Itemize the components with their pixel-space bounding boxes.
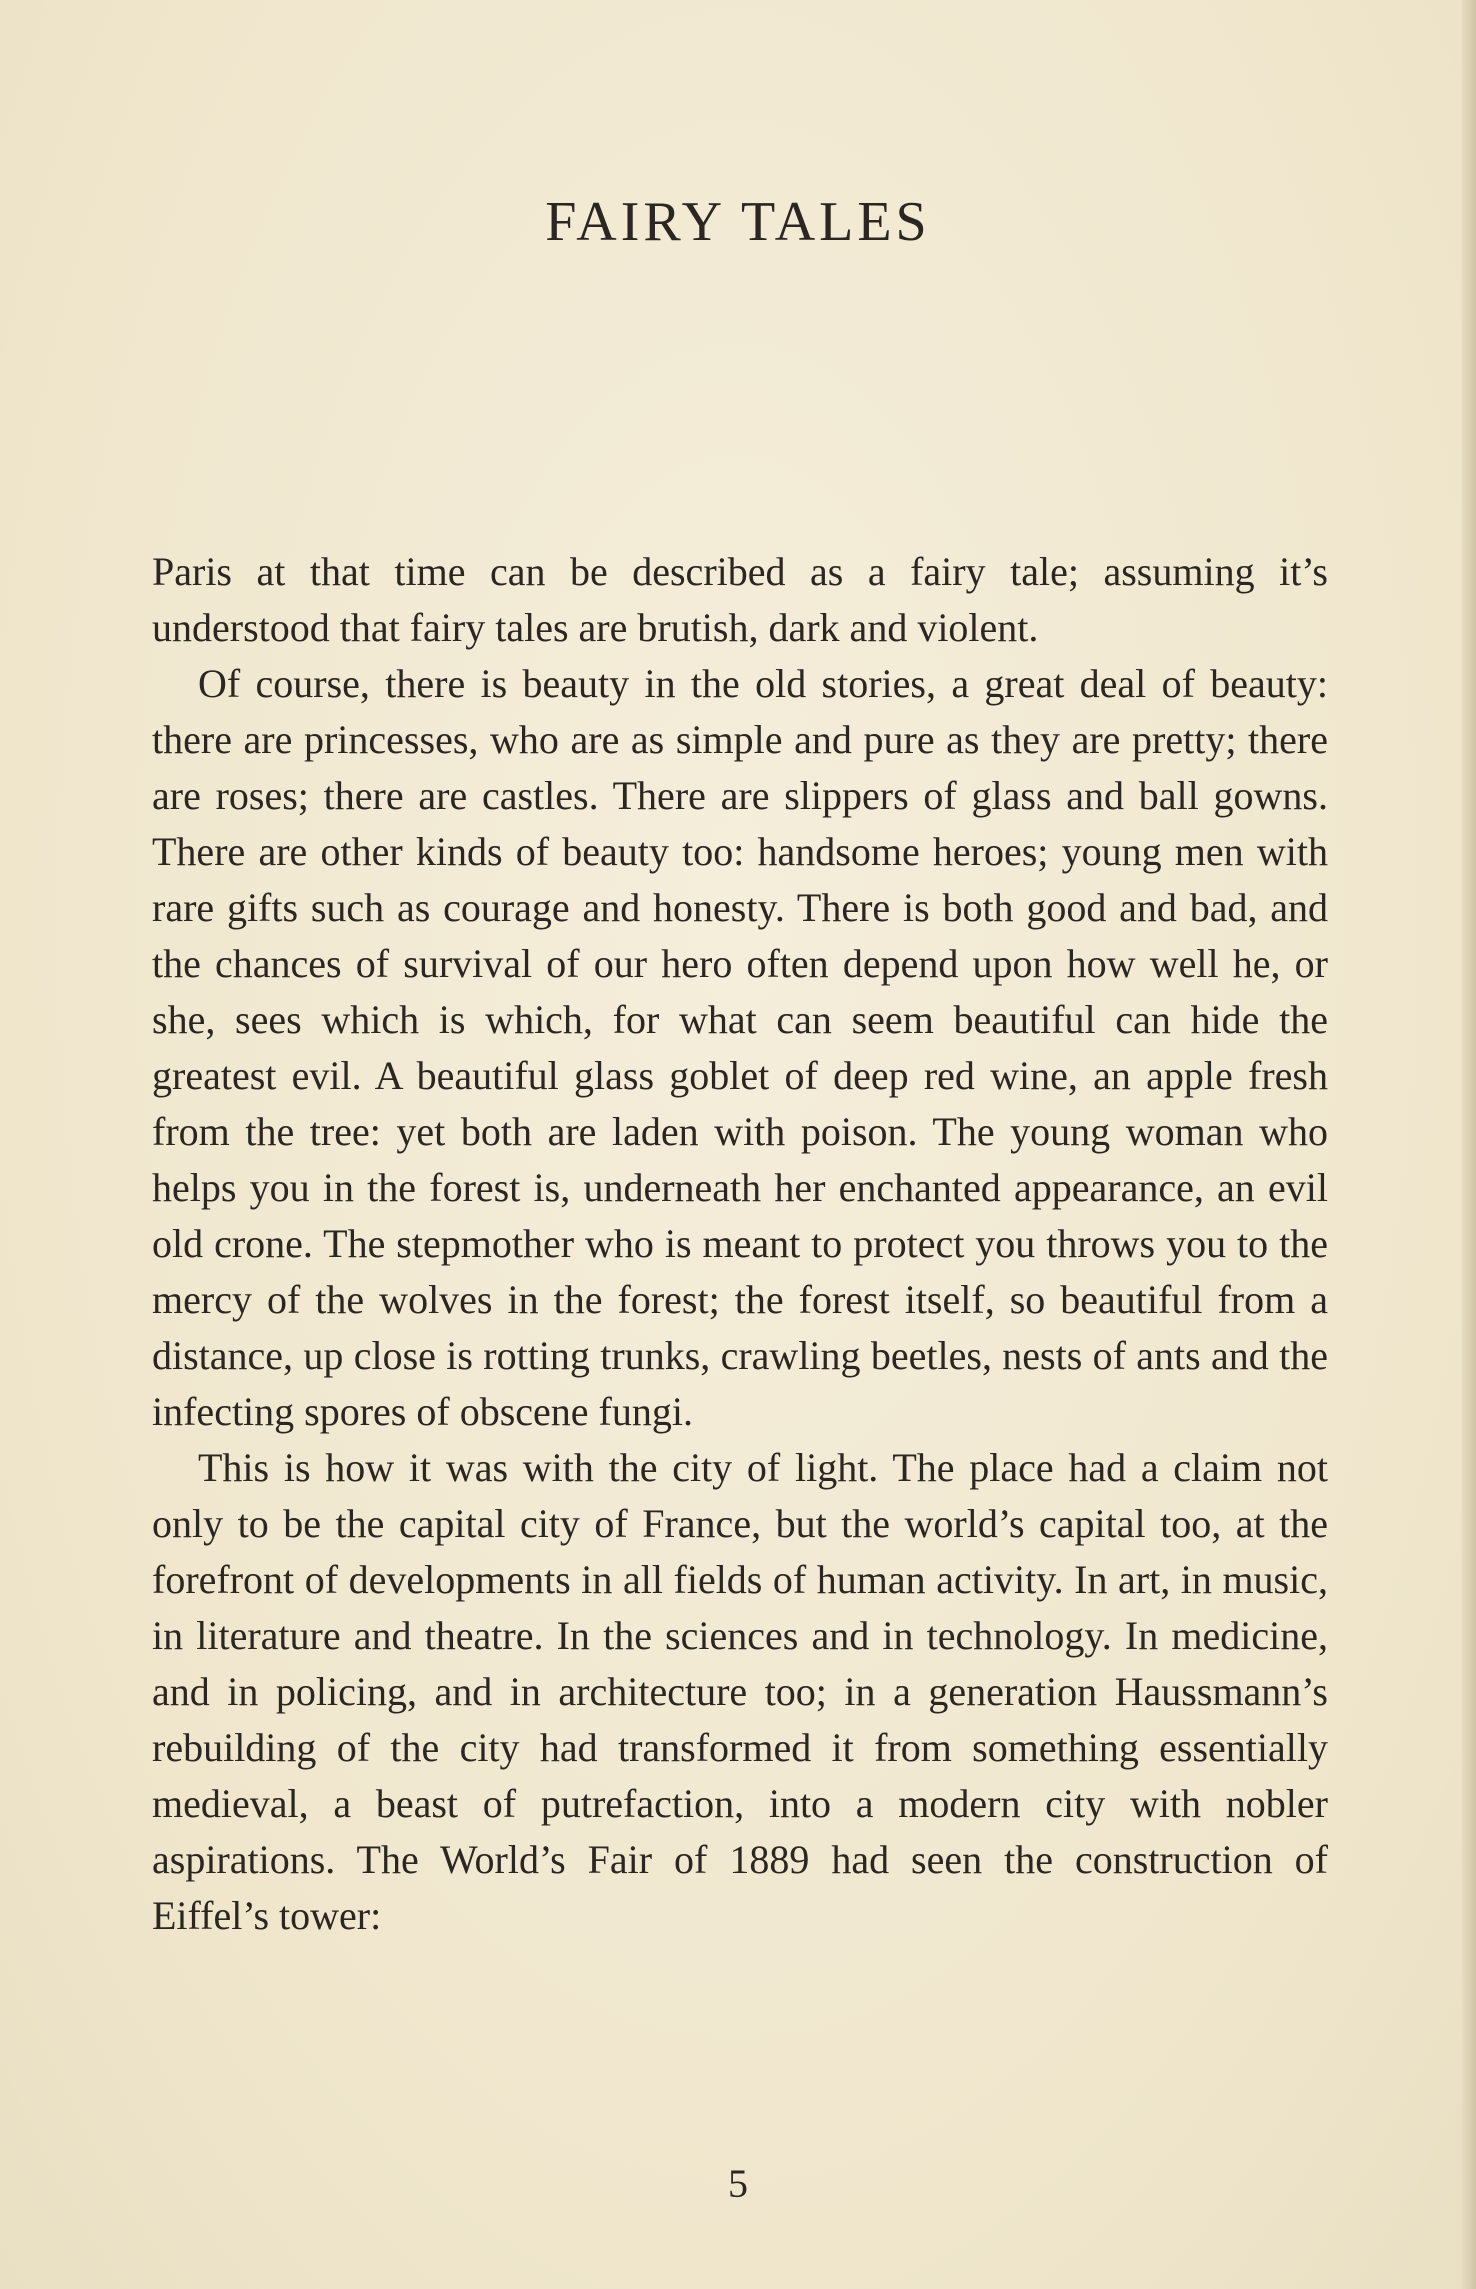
- paragraph-1: Paris at that time can be described as a fairy tale; assuming it’s understood that fairy tales are brutish, dark and violent.: [152, 549, 1328, 650]
- page-number: 5: [728, 2161, 748, 2206]
- paragraph-3: This is how it was with the city of light. The place had a claim not only to be the capital city of France, but the world’s capital too, at the forefront of developments in all fields of human activity. In art, in music, in literature and theatre. In the sciences and in technology. In medicine, and in policing, and in architecture too; in a generation Haussmann’s rebuilding of the city had transformed it from something essentially medieval, a beast of putrefaction, into a modern city with nobler aspirations. The World’s Fair of 1889 had seen the construction of Eiffel’s tower:: [152, 1445, 1328, 1938]
- page-edge: [1462, 0, 1476, 2289]
- chapter-title: FAIRY TALES: [545, 191, 931, 253]
- paragraph-2: Of course, there is beauty in the old stories, a great deal of beauty: there are princesses, who are as simple and pure as they are pretty; there are roses; there are castles. There are slippers of glass and ball gowns. There are other kinds of beauty too: handsome heroes; young men with rare gifts such as courage and honesty. There is both good and bad, and the chances of survival of our hero often depend upon how well he, or she, sees which is which, for what can seem beautiful can hide the greatest evil. A beautiful glass goblet of deep red wine, an apple fresh from the tree: yet both are laden with poison. The young woman who helps you in the forest is, underneath her enchanted appearance, an evil old crone. The stepmother who is meant to protect you throws you to the mercy of the wolves in the forest; the forest itself, so beautiful from a distance, up close is rotting trunks, crawling beetles, nests of ants and the infecting spores of obscene fungi.: [152, 661, 1328, 1434]
- chapter-body: [152, 544, 1328, 1944]
